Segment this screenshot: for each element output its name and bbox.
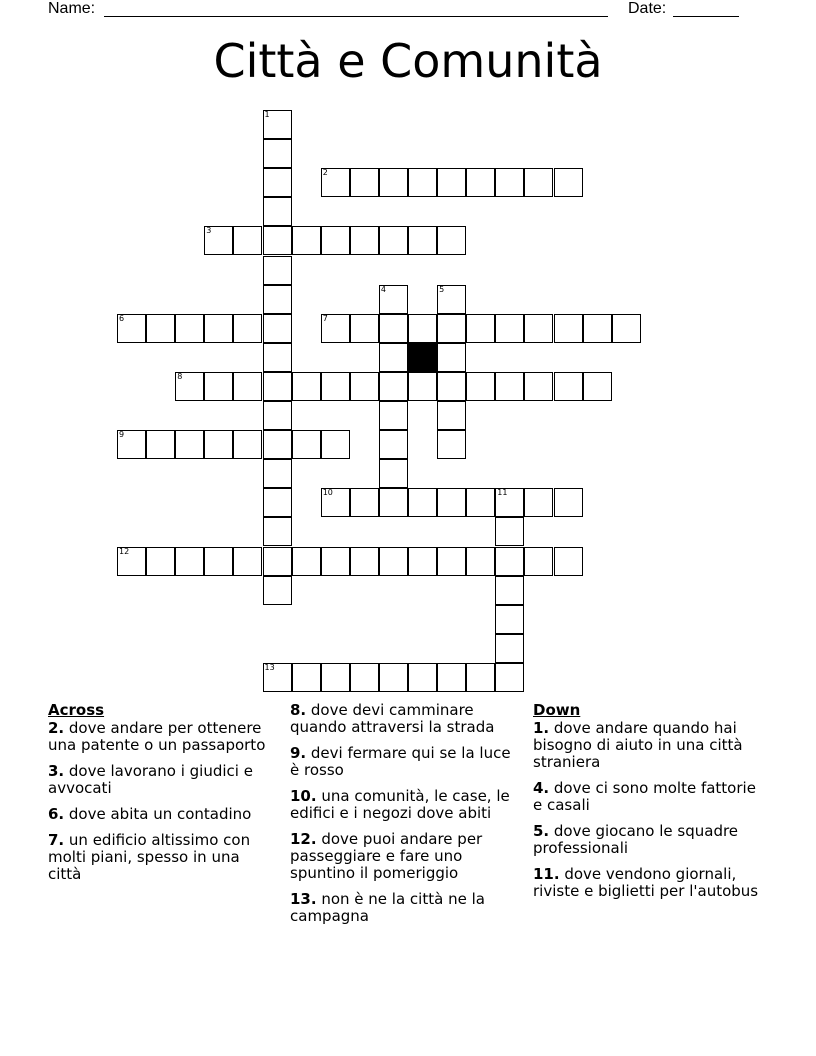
grid-cell[interactable] bbox=[495, 168, 524, 197]
grid-cell[interactable] bbox=[263, 139, 292, 168]
grid-cell[interactable] bbox=[321, 168, 350, 197]
grid-cell[interactable] bbox=[350, 168, 379, 197]
down-clues bbox=[533, 702, 763, 909]
grid-cell[interactable] bbox=[233, 547, 262, 576]
grid-cell[interactable] bbox=[524, 488, 553, 517]
grid-cell[interactable] bbox=[379, 285, 408, 314]
clue-text: dove ci sono molte fattorie e casali bbox=[533, 779, 756, 814]
grid-cell[interactable] bbox=[263, 576, 292, 605]
grid-cell[interactable] bbox=[263, 343, 292, 372]
grid-cell[interactable] bbox=[263, 547, 292, 576]
clue-number-label: 2. bbox=[48, 719, 65, 737]
grid-cell[interactable] bbox=[466, 488, 495, 517]
clue-text: un edificio altissimo con molti piani, spesso in una città bbox=[48, 831, 251, 883]
clue-item bbox=[533, 823, 763, 857]
grid-cell[interactable] bbox=[350, 547, 379, 576]
clue-text: dove andare per ottenere una patente o un passaporto bbox=[48, 719, 266, 754]
grid-cell[interactable] bbox=[437, 168, 466, 197]
grid-cell[interactable] bbox=[495, 517, 524, 546]
grid-cell[interactable] bbox=[175, 547, 204, 576]
clue-item bbox=[290, 831, 522, 882]
grid-cell[interactable] bbox=[263, 430, 292, 459]
clue-number: 11 bbox=[497, 488, 508, 498]
grid-cell[interactable] bbox=[554, 488, 583, 517]
grid-cell[interactable] bbox=[321, 430, 350, 459]
grid-cell[interactable] bbox=[321, 547, 350, 576]
grid-cell[interactable] bbox=[321, 372, 350, 401]
grid-cell[interactable] bbox=[263, 517, 292, 546]
grid-cell[interactable] bbox=[263, 401, 292, 430]
clue-item bbox=[533, 866, 763, 900]
clue-number: 7 bbox=[322, 313, 328, 323]
grid-cell[interactable] bbox=[117, 430, 146, 459]
grid-cell[interactable] bbox=[379, 226, 408, 255]
clue-item bbox=[48, 763, 274, 797]
puzzle-title: Città e Comunità bbox=[213, 34, 603, 88]
clue-text: dove vendono giornali, riviste e biglietti per l'autobus bbox=[533, 865, 759, 900]
grid-cell[interactable] bbox=[612, 314, 641, 343]
grid-cell[interactable] bbox=[495, 663, 524, 692]
grid-cell[interactable] bbox=[524, 372, 553, 401]
clue-number: 12 bbox=[119, 546, 130, 556]
grid-cell[interactable] bbox=[379, 168, 408, 197]
grid-cell[interactable] bbox=[204, 314, 233, 343]
grid-cell[interactable] bbox=[292, 663, 321, 692]
clue-item bbox=[533, 720, 763, 771]
grid-cell[interactable] bbox=[175, 372, 204, 401]
grid-cell[interactable] bbox=[350, 226, 379, 255]
grid-cell[interactable] bbox=[321, 663, 350, 692]
across-clues-continued bbox=[290, 702, 522, 934]
grid-cell[interactable] bbox=[350, 372, 379, 401]
grid-cell[interactable] bbox=[466, 663, 495, 692]
grid-cell[interactable] bbox=[524, 547, 553, 576]
grid-cell[interactable] bbox=[466, 314, 495, 343]
grid-cell[interactable] bbox=[495, 634, 524, 663]
clue-number: 4 bbox=[380, 284, 386, 294]
grid-cell[interactable] bbox=[437, 663, 466, 692]
grid-cell[interactable] bbox=[583, 372, 612, 401]
grid-cell[interactable] bbox=[263, 285, 292, 314]
clue-number-label: 4. bbox=[533, 779, 550, 797]
grid-cell[interactable] bbox=[321, 488, 350, 517]
clue-text: dove lavorano i giudici e avvocati bbox=[48, 762, 253, 797]
grid-cell[interactable] bbox=[233, 430, 262, 459]
grid-cell[interactable] bbox=[204, 226, 233, 255]
grid-cell[interactable] bbox=[437, 343, 466, 372]
grid-cell[interactable] bbox=[524, 314, 553, 343]
clue-number-label: 3. bbox=[48, 762, 65, 780]
clue-number: 10 bbox=[322, 488, 333, 498]
clue-number-label: 5. bbox=[533, 822, 550, 840]
clue-item bbox=[290, 745, 522, 779]
grid-cell[interactable] bbox=[466, 372, 495, 401]
grid-cell[interactable] bbox=[263, 168, 292, 197]
grid-cell[interactable] bbox=[379, 430, 408, 459]
clue-number: 3 bbox=[206, 226, 212, 236]
name-label: Name: bbox=[48, 0, 96, 17]
grid-cell[interactable] bbox=[263, 197, 292, 226]
grid-cell[interactable] bbox=[146, 547, 175, 576]
clue-number-label: 6. bbox=[48, 805, 65, 823]
grid-cell[interactable] bbox=[379, 372, 408, 401]
clue-text: dove devi camminare quando attraversi la strada bbox=[290, 701, 495, 736]
clue-number-label: 13. bbox=[290, 890, 317, 908]
grid-cell[interactable] bbox=[233, 372, 262, 401]
clue-item bbox=[48, 720, 274, 754]
clue-number: 9 bbox=[119, 430, 125, 440]
clue-text: dove giocano le squadre professionali bbox=[533, 822, 739, 857]
grid-cell[interactable] bbox=[321, 226, 350, 255]
grid-cell[interactable] bbox=[204, 547, 233, 576]
date-label: Date: bbox=[628, 0, 667, 17]
grid-cell[interactable] bbox=[204, 430, 233, 459]
grid-cell[interactable] bbox=[466, 547, 495, 576]
clue-number-label: 9. bbox=[290, 744, 307, 762]
grid-cell[interactable] bbox=[350, 314, 379, 343]
clue-number: 13 bbox=[264, 662, 275, 672]
grid-cell[interactable] bbox=[408, 488, 437, 517]
grid-cell[interactable] bbox=[437, 226, 466, 255]
grid-cell[interactable] bbox=[117, 314, 146, 343]
clue-number-label: 12. bbox=[290, 830, 317, 848]
grid-cell[interactable] bbox=[146, 314, 175, 343]
clue-text: una comunità, le case, le edifici e i negozi dove abiti bbox=[290, 787, 510, 822]
grid-cell[interactable] bbox=[204, 372, 233, 401]
clue-number: 1 bbox=[264, 110, 270, 119]
grid-cell[interactable] bbox=[437, 430, 466, 459]
grid-cell[interactable] bbox=[495, 605, 524, 634]
grid-cell[interactable] bbox=[437, 488, 466, 517]
grid-cell[interactable] bbox=[321, 314, 350, 343]
grid-cell[interactable] bbox=[466, 168, 495, 197]
grid-cell[interactable] bbox=[408, 372, 437, 401]
grid-cell[interactable] bbox=[263, 256, 292, 285]
clue-item bbox=[48, 806, 274, 823]
grid-cell[interactable] bbox=[379, 488, 408, 517]
grid-cell[interactable] bbox=[263, 314, 292, 343]
clue-item bbox=[290, 891, 522, 925]
grid-cell[interactable] bbox=[554, 372, 583, 401]
clue-text: non è ne la città ne la campagna bbox=[290, 890, 485, 925]
grid-cell[interactable] bbox=[263, 663, 292, 692]
across-heading: Across bbox=[48, 701, 105, 719]
grid-cell[interactable] bbox=[408, 314, 437, 343]
grid-cell[interactable] bbox=[379, 459, 408, 488]
grid-cell[interactable] bbox=[292, 547, 321, 576]
grid-cell[interactable] bbox=[292, 226, 321, 255]
grid-cell[interactable] bbox=[554, 547, 583, 576]
grid-cell[interactable] bbox=[437, 285, 466, 314]
clue-number-label: 8. bbox=[290, 701, 307, 719]
grid-cell[interactable] bbox=[554, 314, 583, 343]
clue-number-label: 1. bbox=[533, 719, 550, 737]
grid-cell[interactable] bbox=[408, 547, 437, 576]
grid-cell[interactable] bbox=[263, 488, 292, 517]
clue-number-label: 10. bbox=[290, 787, 317, 805]
grid-cell[interactable] bbox=[350, 488, 379, 517]
grid-cell[interactable] bbox=[146, 430, 175, 459]
grid-cell[interactable] bbox=[408, 168, 437, 197]
grid-cell[interactable] bbox=[117, 547, 146, 576]
black-square bbox=[408, 343, 437, 372]
clue-text: dove puoi andare per passeggiare e fare uno spuntino il pomeriggio bbox=[290, 830, 483, 882]
grid-cell[interactable] bbox=[524, 168, 553, 197]
clue-item bbox=[290, 702, 522, 736]
grid-cell[interactable] bbox=[437, 401, 466, 430]
clue-number: 8 bbox=[177, 371, 183, 381]
clue-item bbox=[533, 780, 763, 814]
grid-cell[interactable] bbox=[263, 110, 292, 139]
grid-cell[interactable] bbox=[408, 663, 437, 692]
clue-number-label: 11. bbox=[533, 865, 560, 883]
clue-text: dove andare quando hai bisogno di aiuto in una città straniera bbox=[533, 719, 743, 771]
grid-cell[interactable] bbox=[495, 314, 524, 343]
clue-number: 5 bbox=[439, 284, 445, 294]
grid-cell[interactable] bbox=[495, 488, 524, 517]
clue-item bbox=[48, 832, 274, 883]
clue-number-label: 7. bbox=[48, 831, 65, 849]
grid-cell[interactable] bbox=[437, 547, 466, 576]
clue-number: 6 bbox=[119, 313, 125, 323]
clue-item bbox=[290, 788, 522, 822]
grid-cell[interactable] bbox=[437, 372, 466, 401]
grid-cell[interactable] bbox=[379, 314, 408, 343]
grid-cell[interactable] bbox=[263, 372, 292, 401]
grid-cell[interactable] bbox=[350, 663, 379, 692]
grid-cell[interactable] bbox=[292, 430, 321, 459]
clue-text: devi fermare qui se la luce è rosso bbox=[290, 744, 511, 779]
grid-cell[interactable] bbox=[292, 372, 321, 401]
grid-cell[interactable] bbox=[583, 314, 612, 343]
grid-cell[interactable] bbox=[408, 226, 437, 255]
grid-cell[interactable] bbox=[175, 314, 204, 343]
clue-text: dove abita un contadino bbox=[64, 805, 252, 823]
grid-cell[interactable] bbox=[554, 168, 583, 197]
grid-cell[interactable] bbox=[495, 372, 524, 401]
down-heading: Down bbox=[533, 701, 581, 719]
grid-cell[interactable] bbox=[495, 576, 524, 605]
grid-cell[interactable] bbox=[379, 401, 408, 430]
clue-number: 2 bbox=[322, 168, 328, 178]
grid-cell[interactable] bbox=[263, 226, 292, 255]
grid-cell[interactable] bbox=[379, 343, 408, 372]
grid-cell[interactable] bbox=[233, 226, 262, 255]
grid-cell[interactable] bbox=[233, 314, 262, 343]
grid-cell[interactable] bbox=[379, 663, 408, 692]
grid-cell[interactable] bbox=[437, 314, 466, 343]
across-clues bbox=[48, 702, 274, 892]
grid-cell[interactable] bbox=[175, 430, 204, 459]
grid-cell[interactable] bbox=[263, 459, 292, 488]
grid-cell[interactable] bbox=[379, 547, 408, 576]
grid-cell[interactable] bbox=[495, 547, 524, 576]
